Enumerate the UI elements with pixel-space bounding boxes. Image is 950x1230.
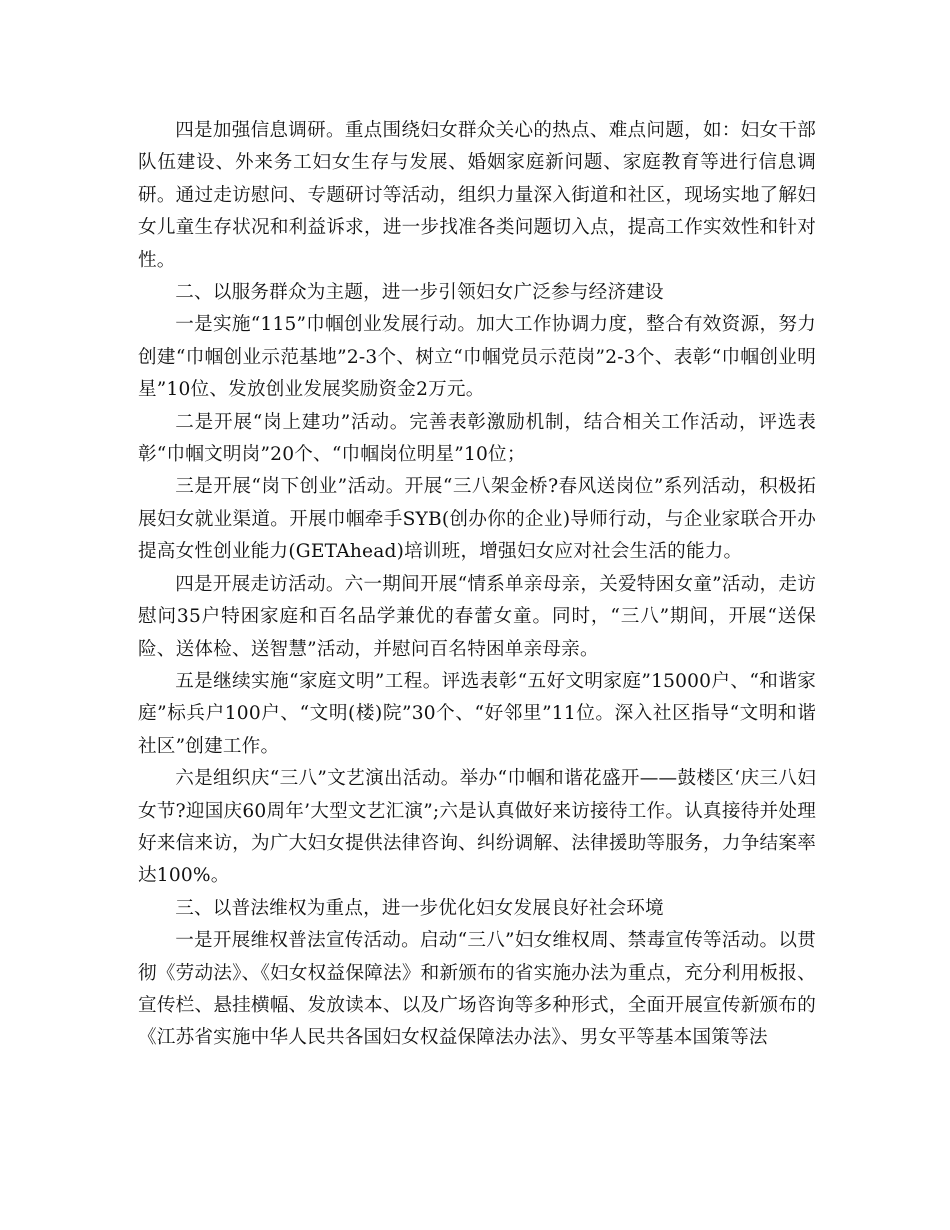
paragraph-info-research: 四是加强信息调研。重点围绕妇女群众关心的热点、难点问题，如：妇女干部队伍建设、外来务工妇女生存与发展、婚姻家庭新问题、家庭教育等进行信息调研。通过走访慰问、专题研讨等活动，组织力量深入街道和社区，现场实地了解妇女儿童生存状况和利益诉求，进一步找准各类问题切入点，提高工作实效性和针对性。: [138, 120, 816, 271]
paragraph-performance: 六是组织庆“三八”文艺演出活动。举办“巾帼和谐花盛开——鼓楼区‘庆三八妇女节?迎国庆60周年’大型文艺汇演”;六是认真做好来访接待工作。认真接待并处理好来信来访，为广大妇女提供法律咨询、纠纷调解、法律援助等服务，力争结案率达100%。: [138, 768, 816, 887]
paragraph-visits: 四是开展走访活动。六一期间开展“情系单亲母亲，关爱特困女童”活动，走访慰问35户特困家庭和百名品学兼优的春蕾女童。同时，“三八”期间，开展“送保险、送体检、送智慧”活动，并慰问百名特困单亲母亲。: [138, 573, 816, 660]
paragraph-off-duty: 三是开展“岗下创业”活动。开展“三八架金桥?春风送岗位”系列活动，积极拓展妇女就业渠道。开展巾帼牵手SYB(创办你的企业)导师行动，与企业家联合开办提高女性创业能力(GETAhead)培训班，增强妇女应对社会生活的能力。: [138, 476, 816, 563]
paragraph-entrepreneurship: 一是实施“115”巾帼创业发展行动。加大工作协调力度，整合有效资源，努力创建“巾帼创业示范基地”2-3个、树立“巾帼党员示范岗”2-3个、表彰“巾帼创业明星”10位、发放创业发展奖励资金2万元。: [138, 314, 816, 401]
document-body: [138, 115, 816, 1055]
paragraph-on-duty: 二是开展“岗上建功”活动。完善表彰激励机制，结合相关工作活动，评选表彰“巾帼文明岗”20个、“巾帼岗位明星”10位；: [138, 411, 816, 466]
section-heading-2: 二、以服务群众为主题，进一步引领妇女广泛参与经济建设: [175, 282, 664, 304]
section-heading-3: 三、以普法维权为重点，进一步优化妇女发展良好社会环境: [175, 897, 664, 919]
paragraph-family-civilization: 五是继续实施“家庭文明”工程。评选表彰“五好文明家庭”15000户、“和谐家庭”标兵户100户、“文明(楼)院”30个、“好邻里”11位。深入社区指导“文明和谐社区”创建工作。: [138, 670, 816, 757]
paragraph-legal-publicity: 一是开展维权普法宣传活动。启动“三八”妇女维权周、禁毒宣传等活动。以贯彻《劳动法》、《妇女权益保障法》和新颁布的省实施办法为重点，充分利用板报、宣传栏、悬挂横幅、发放读本、以及广场咨询等多种形式，全面开展宣传新颁布的《江苏省实施中华人民共各国妇女权益保障法办法》、男女平等基本国策等法: [138, 930, 816, 1049]
